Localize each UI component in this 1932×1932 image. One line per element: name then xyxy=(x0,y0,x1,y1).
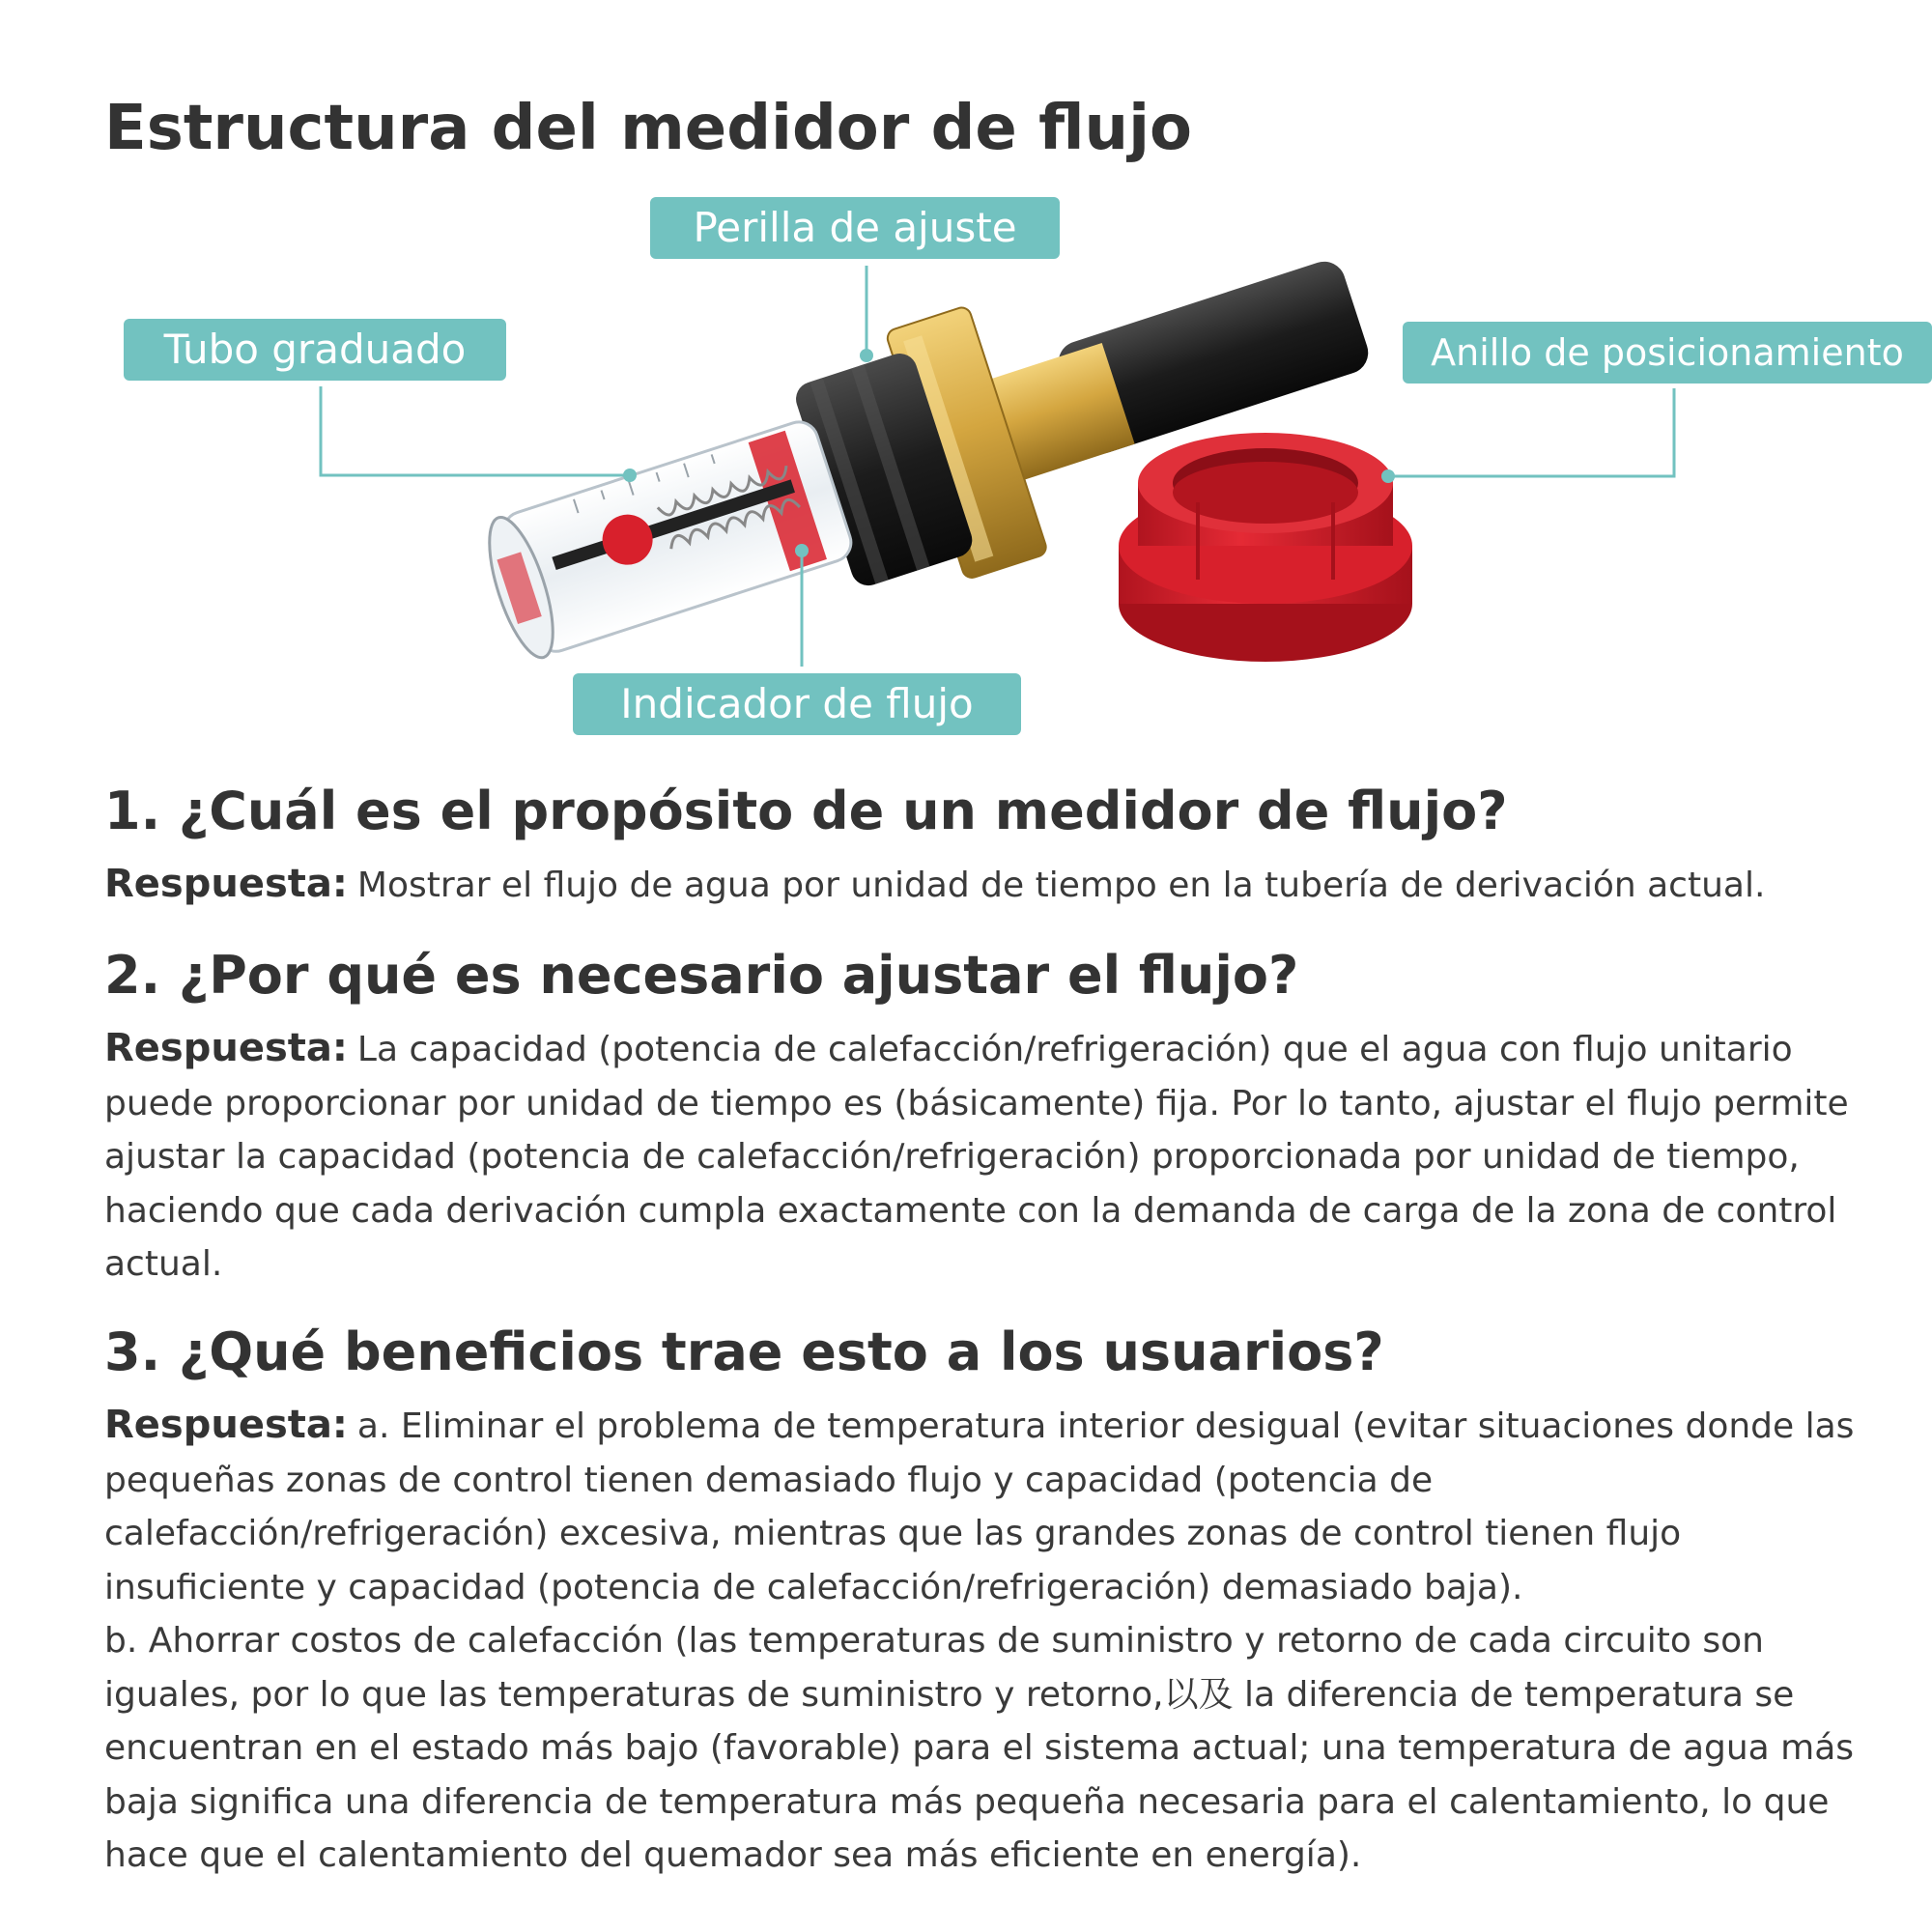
label-adjust-knob: Perilla de ajuste xyxy=(650,197,1060,259)
page-title: Estructura del medidor de flujo xyxy=(104,93,1192,164)
faq-question-2: 2. ¿Por qué es necesario ajustar el flujo? xyxy=(104,945,1299,1006)
faq-answer-2 xyxy=(104,1022,1872,1292)
faq-answer-3 xyxy=(104,1399,1872,1883)
faq-question-3: 3. ¿Qué beneficios trae esto a los usuarios? xyxy=(104,1321,1384,1382)
flow-meter-illustration xyxy=(0,0,1932,773)
answer-text: Mostrar el flujo de agua por unidad de tiempo en la tubería de derivación actual. xyxy=(356,866,1766,905)
answer-text-a: a. Eliminar el problema de temperatura interior desigual (evitar situaciones donde las pequeñas zonas de control tienen demasiado flujo y capacidad (potencia de calefacción/refrigeración) excesiva, mientras que las grandes zonas de control tienen flujo insuficiente y capacidad (potencia de calefacción/refrigeración) demasiado baja). xyxy=(104,1406,1855,1607)
faq-question-1: 1. ¿Cuál es el propósito de un medidor de flujo? xyxy=(104,781,1508,841)
label-graduated-tube: Tubo graduado xyxy=(124,319,506,381)
faq-answer-1 xyxy=(104,858,1872,913)
answer-text: La capacidad (potencia de calefacción/refrigeración) que el agua con flujo unitario puede proporcionar por unidad de tiempo es (básicamente) fija. Por lo tanto, ajustar el flujo permite ajustar la capacidad (potencia de calefacción/refrigeración) proporcionada por unidad de tiempo, haciendo que cada derivación cumpla exactamente con la demanda de carga de la zona de control actual. xyxy=(104,1030,1849,1284)
label-flow-indicator: Indicador de flujo xyxy=(573,673,1021,735)
answer-label: Respuesta: xyxy=(104,1026,348,1070)
answer-text-b: b. Ahorrar costos de calefacción (las temperaturas de suministro y retorno de cada circuito son iguales, por lo que las temperaturas de suministro y retorno,以及 la diferencia de temperatura se encuentran en el estado más bajo (favorable) para el sistema actual; una temperatura de agua más baja significa una diferencia de temperatura más pequeña necesaria para el calentamiento, lo que hace que el calentamiento del quemador sea más eficiente en energía). xyxy=(104,1621,1855,1875)
answer-label: Respuesta: xyxy=(104,862,348,906)
positioning-ring xyxy=(1119,433,1412,662)
answer-label: Respuesta: xyxy=(104,1403,348,1447)
label-positioning-ring: Anillo de posicionamiento xyxy=(1403,322,1932,384)
